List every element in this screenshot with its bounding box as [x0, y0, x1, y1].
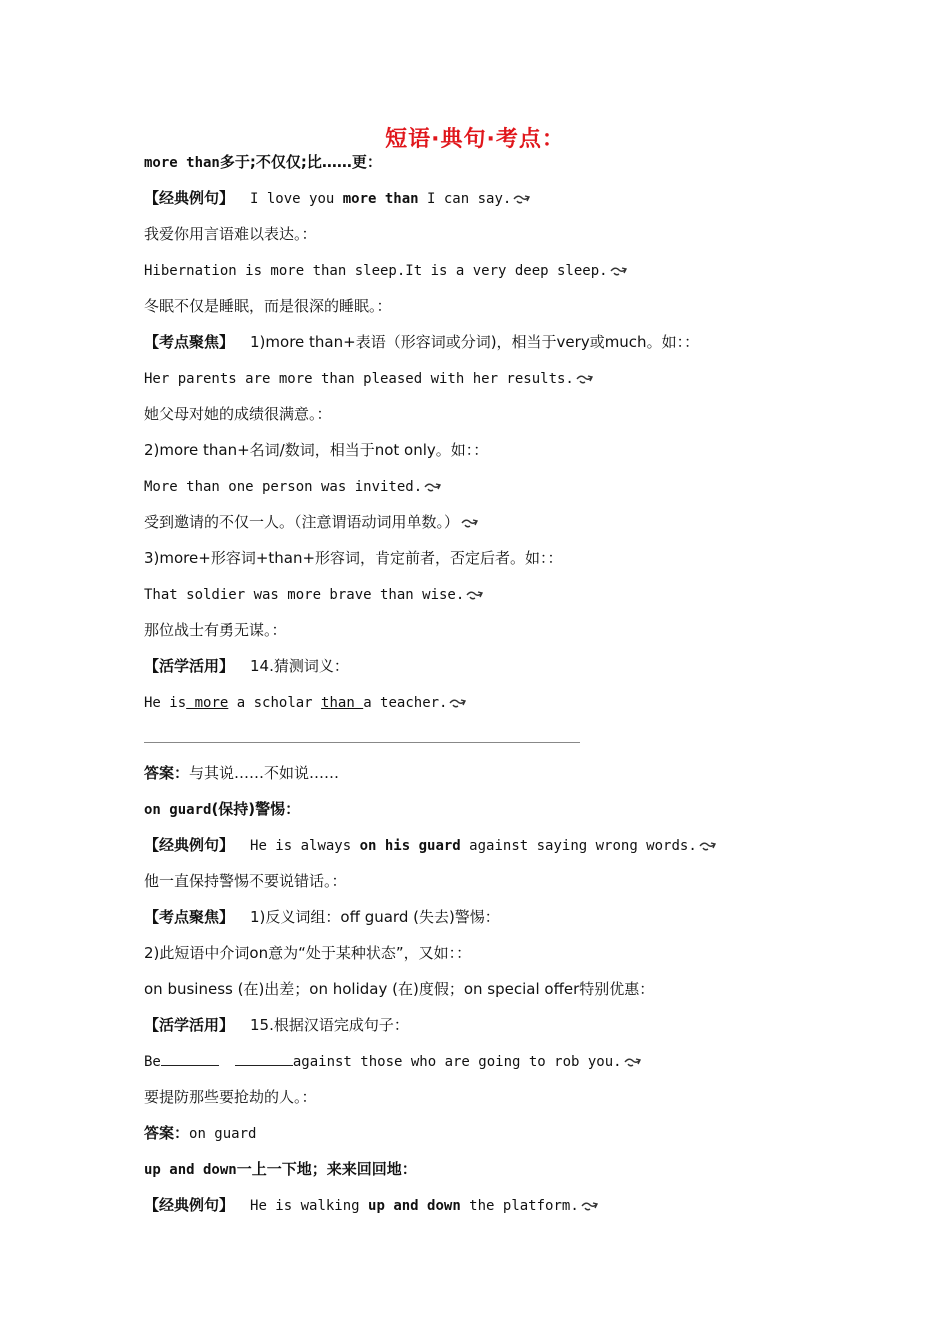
underlined-word: than: [321, 695, 364, 711]
key-point-text: 3)more+形容词+than+形容词，肯定前者，否定后者。如：：: [144, 549, 563, 567]
section-tag: 【经典例句】: [144, 836, 235, 854]
paragraph-mark-icon: [576, 373, 594, 385]
key-point-text: 2)more than+名词/数词，相当于not only。如：：: [144, 441, 489, 459]
sentence-highlight: more than: [342, 191, 419, 207]
answer-label: 答案：: [144, 764, 190, 782]
sentence-text: a scholar: [228, 695, 322, 711]
phrase-heading-more-than: [144, 152, 382, 173]
exercise-sentence: [144, 1051, 642, 1072]
sentence-text: He is: [144, 695, 187, 711]
phrase-heading-on-guard: [144, 799, 300, 820]
answer-blank[interactable]: [235, 1051, 293, 1066]
example-sentence: [144, 835, 717, 856]
paragraph-mark-icon: [466, 589, 484, 601]
paragraph-mark-icon: [461, 517, 479, 529]
phrase-meaning: 一上一下地；来来回回地：: [236, 1160, 417, 1178]
answer: [144, 763, 339, 783]
paragraph-mark-icon: [449, 697, 467, 709]
sentence-text: I love you: [250, 191, 343, 207]
answer-text: on guard: [189, 1126, 257, 1142]
key-point-text: 1)more than+表语（形容词或分词)，相当于very或much。如：：: [250, 333, 700, 351]
key-point-text: on business (在)出差；on holiday (在)度假；on special offer特别优惠：: [144, 980, 655, 998]
phrase-term: on guard: [144, 802, 212, 818]
sentence-text: More than one person was invited.: [144, 479, 423, 495]
sentence-text: That soldier was more brave than wise.: [144, 587, 465, 603]
translation: 她父母对她的成绩很满意。：: [144, 405, 332, 423]
answer-line: [144, 742, 580, 743]
answer-blank[interactable]: [161, 1051, 219, 1066]
paragraph-mark-icon: [610, 265, 628, 277]
translation: 冬眠不仅是睡眠，而是很深的睡眠。：: [144, 297, 392, 315]
paragraph-mark-icon: [581, 1200, 599, 1212]
key-point-text: 2)此短语中介词on意为“处于某种状态”，又如：：: [144, 944, 472, 962]
key-point: [144, 332, 699, 352]
example-sentence: [144, 584, 484, 605]
exercise-text: 15.根据汉语完成句子：: [250, 1016, 409, 1034]
paragraph-mark-icon: [513, 193, 531, 205]
example-sentence: [144, 1195, 599, 1216]
section-tag: 【考点聚焦】: [144, 908, 235, 926]
sentence-text: against saying wrong words.: [460, 838, 697, 854]
exercise-heading: [144, 656, 349, 676]
example-sentence: [144, 188, 531, 209]
sentence-text: I can say.: [418, 191, 512, 207]
sentence-text: He is always: [250, 838, 360, 854]
translation: [144, 512, 479, 532]
exercise-heading: [144, 1015, 409, 1035]
sentence-text: Hibernation is more than sleep.It is a very deep sleep.: [144, 263, 608, 279]
page-title: 短语·典句·考点：: [385, 127, 565, 152]
exercise-sentence: [144, 692, 467, 713]
section-tag: 【考点聚焦】: [144, 333, 235, 351]
sentence-highlight: up and down: [368, 1198, 461, 1214]
sentence-highlight: on his guard: [359, 838, 461, 854]
phrase-term: up and down: [144, 1162, 237, 1178]
paragraph-mark-icon: [699, 840, 717, 852]
example-sentence: [144, 368, 594, 389]
key-point-text: 1)反义词组：off guard (失去)警惕：: [250, 908, 500, 926]
section-tag: 【经典例句】: [144, 1196, 235, 1214]
sentence-text: against those who are going to rob you.: [292, 1054, 622, 1070]
phrase-heading-up-and-down: [144, 1159, 417, 1180]
sentence-text: the platform.: [460, 1198, 579, 1214]
sentence-text: He is walking: [250, 1198, 369, 1214]
phrase-meaning: 多于;不仅仅;比……更：: [219, 153, 382, 171]
translation: 要提防那些要抢劫的人。：: [144, 1088, 317, 1106]
translation: 他一直保持警惕不要说错话。：: [144, 872, 347, 890]
answer-text: 与其说……不如说……: [189, 764, 340, 782]
translation: 那位战士有勇无谋。：: [144, 621, 287, 639]
underlined-word: more: [186, 695, 229, 711]
section-tag: 【活学活用】: [144, 1016, 235, 1034]
phrase-meaning: (保持)警惕：: [211, 800, 301, 818]
section-tag: 【经典例句】: [144, 189, 235, 207]
sentence-text: Her parents are more than pleased with her results.: [144, 371, 574, 387]
section-tag: 【活学活用】: [144, 657, 235, 675]
answer-label: 答案：: [144, 1124, 190, 1142]
translation-text: 受到邀请的不仅一人。（注意谓语动词用单数。）: [144, 513, 460, 531]
paragraph-mark-icon: [624, 1056, 642, 1068]
sentence-text: a teacher.: [363, 695, 448, 711]
paragraph-mark-icon: [424, 481, 442, 493]
phrase-term: more than: [144, 155, 220, 171]
translation: 我爱你用言语难以表达。：: [144, 225, 317, 243]
exercise-text: 14.猜测词义：: [250, 657, 349, 675]
example-sentence: [144, 476, 442, 497]
answer: [144, 1123, 256, 1144]
sentence-text: Be: [144, 1054, 161, 1070]
example-sentence: [144, 260, 628, 281]
key-point: [144, 907, 500, 927]
